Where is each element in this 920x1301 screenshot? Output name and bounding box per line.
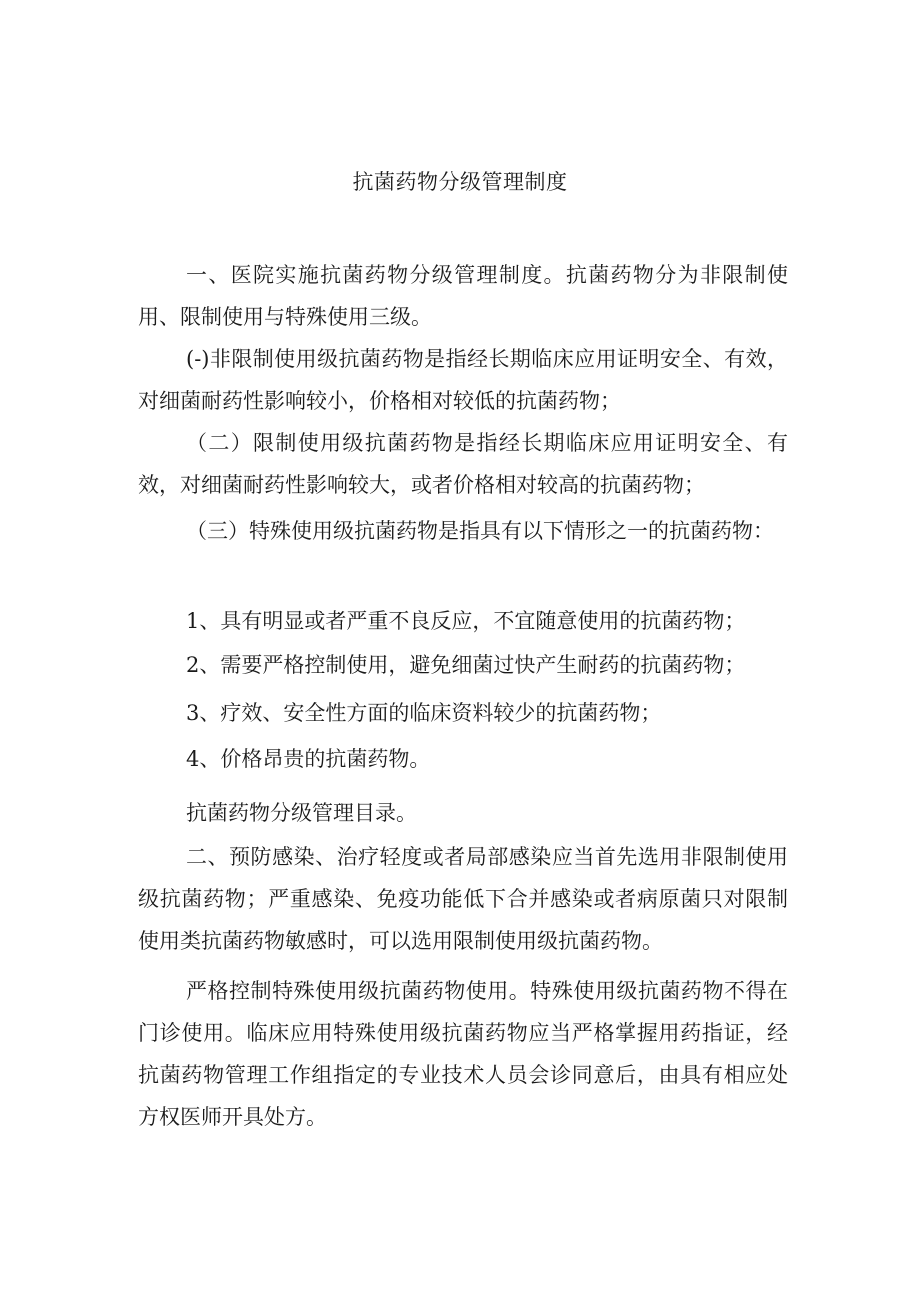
paragraph-3: （二）限制使用级抗菌药物是指经长期临床应用证明安全、有效，对细菌耐药性影响较大，或者价格相对较高的抗菌药物； [138, 431, 788, 497]
list-item-1: 1、具有明显或者严重不良反应，不宜随意使用的抗菌药物； [186, 609, 746, 633]
paragraph-5: 抗菌药物分级管理目录。 [186, 801, 417, 825]
list-item-3: 3、疗效、安全性方面的临床资料较少的抗菌药物； [186, 701, 662, 725]
paragraph-1: 一、医院实施抗菌药物分级管理制度。抗菌药物分为非限制使用、限制使用与特殊使用三级。 [138, 263, 788, 329]
paragraph-4: （三）特殊使用级抗菌药物是指具有以下情形之一的抗菌药物： [186, 519, 774, 543]
list-item-4: 4、价格昂贵的抗菌药物。 [186, 747, 431, 771]
paragraph-2: (-)非限制使用级抗菌药物是指经长期临床应用证明安全、有效，对细菌耐药性影响较小，价格相对较低的抗菌药物； [138, 347, 788, 413]
paragraph-7: 严格控制特殊使用级抗菌药物使用。特殊使用级抗菌药物不得在门诊使用。临床应用特殊使用级抗菌药物应当严格掌握用药指证，经抗菌药物管理工作组指定的专业技术人员会诊同意后，由具有相应处方权医师开具处方。 [138, 979, 788, 1129]
list-item-2: 2、需要严格控制使用，避免细菌过快产生耐药的抗菌药物； [186, 653, 746, 677]
paragraph-6: 二、预防感染、治疗轻度或者局部感染应当首先选用非限制使用级抗菌药物；严重感染、免疫功能低下合并感染或者病原菌只对限制使用类抗菌药物敏感时，可以选用限制使用级抗菌药物。 [138, 845, 788, 953]
document-title: 抗菌药物分级管理制度 [352, 170, 568, 194]
